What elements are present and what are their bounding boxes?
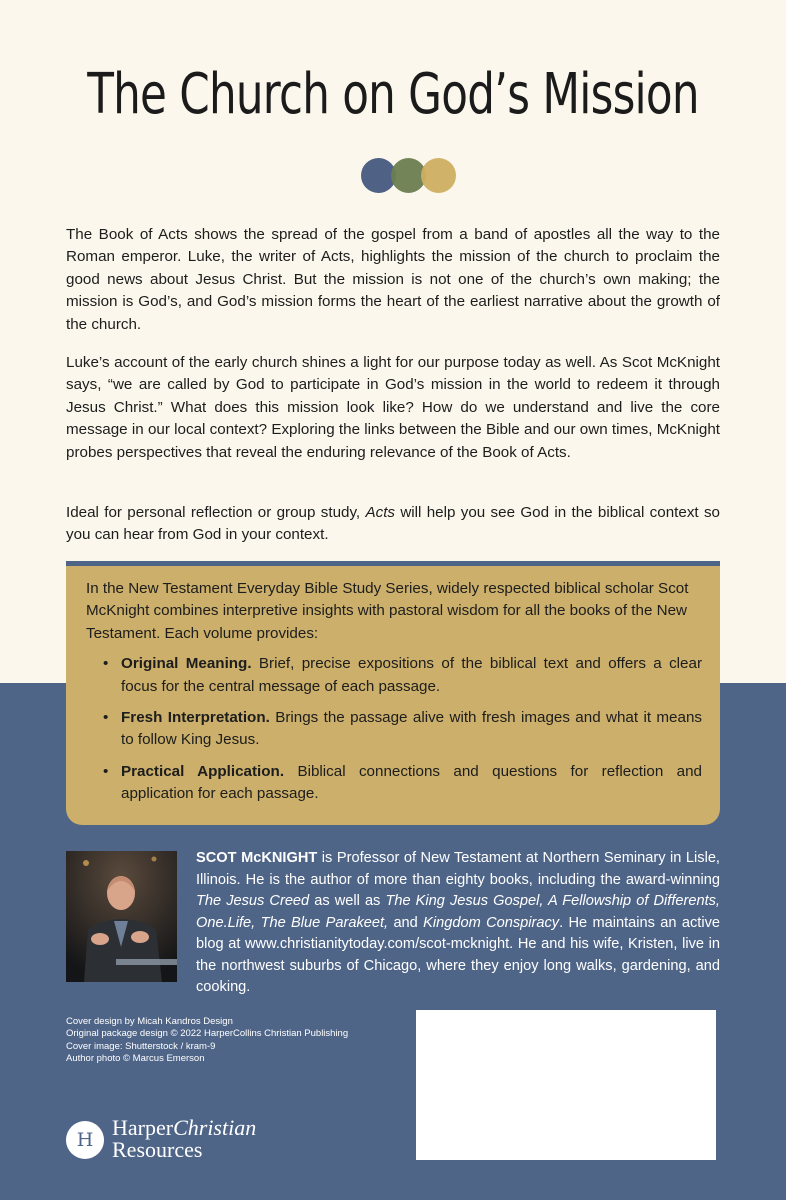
p3-text-end: will help you see God in the biblical context so you can hear from God in your context. [66,504,720,544]
description-paragraph-1: The Book of Acts shows the spread of the gospel from a band of apostles all the way to the Roman emperor. Luke, the writer of Acts, highlights the mission of the church to proclaim the good news about Jesus Christ. But the mission is not one of the church’s own making; the mission is God’s, and God’s mission forms the heart of the earliest narrative about the growth of the church. [66,226,720,333]
bullet-icon: • [103,655,109,673]
description-paragraph-3 [66,502,720,547]
credit-line: Cover design by Micah Kandros Design [66,1016,233,1027]
bio-text: as well as [309,893,386,909]
feature-list [86,653,702,805]
credit-line: Author photo © Marcus Emerson [66,1052,205,1064]
feature-text: Brings the passage alive with fresh images and what it means to follow King Jesus. [121,709,702,749]
credit-line: Original package design © 2022 HarperCollins Christian Publishing [66,1028,349,1040]
book-title: The Church on God’s Mission [87,62,699,127]
publisher-logo-icon: H [66,1121,104,1159]
book-title-3: Kingdom Conspiracy [423,914,560,931]
bullet-icon: • [103,709,109,727]
gold-dot [421,158,456,193]
feature-item [86,653,702,698]
decorative-dots [361,158,461,194]
bio-text: is Professor of New Testament at Northern Seminary in Lisle, Illinois. He is the author of more than eighty books, including the award-winning [196,850,720,888]
feature-text: Brief, precise expositions of the biblical text and offers a clear focus for the central message of each passage. [121,655,703,695]
publisher-name-part: Resources [112,1137,203,1162]
author-bio [196,848,720,999]
bio-text: . He maintains an active blog at www.christianitytoday.com/scot-mcknight. He and his wife, Kristen, live in the northwest suburbs of Chicago, where they enjoy long walks, gardening, and cooking. [196,914,720,995]
series-intro: In the New Testament Everyday Bible Study Series, widely respected biblical scholar Scot McKnight combines interpretive insights with pastoral wisdom for all the books of the New Testament. Each volume provides: [86,580,689,642]
description-paragraph-2: Luke’s account of the early church shines a light for our purpose today as well. As Scot McKnight says, “we are called by God to participate in God’s mission in the world to redeem it through Jesus Christ.” What does this mission look like? How do we understand and live the core message in our local context? Exploring the links between the Bible and our own times, McKnight probes perspectives that reveal the enduring relevance of the Book of Acts. [66,354,720,461]
feature-title: Practical Application. [121,762,285,780]
author-name: SCOT McKNIGHT [196,850,318,866]
p3-text-start: Ideal for personal reflection or group study, [66,504,366,521]
publisher-name [112,1117,256,1161]
feature-item [86,761,702,806]
feature-title: Fresh Interpretation. [121,709,270,727]
book-title-1: The Jesus Creed [196,893,310,909]
credits [66,1016,348,1065]
book-titles-2: The King Jesus Gospel, A Fellowship of Differents, One.Life, The Blue Parakeet, [196,893,720,931]
series-info-box [66,561,720,825]
p3-book-name: Acts [365,504,396,521]
credit-line: Cover image: Shutterstock / kram-9 [66,1040,216,1052]
publisher-name-part: Christian [173,1115,257,1140]
bullet-icon: • [103,762,109,780]
feature-item [86,707,702,752]
feature-title: Original Meaning. [121,655,252,673]
author-photo [66,851,177,982]
barcode-area [416,1010,716,1160]
publisher-name-part: Harper [112,1115,174,1140]
bio-text: and [388,914,424,931]
feature-text: Biblical connections and questions for reflection and application for each passage. [121,762,702,803]
